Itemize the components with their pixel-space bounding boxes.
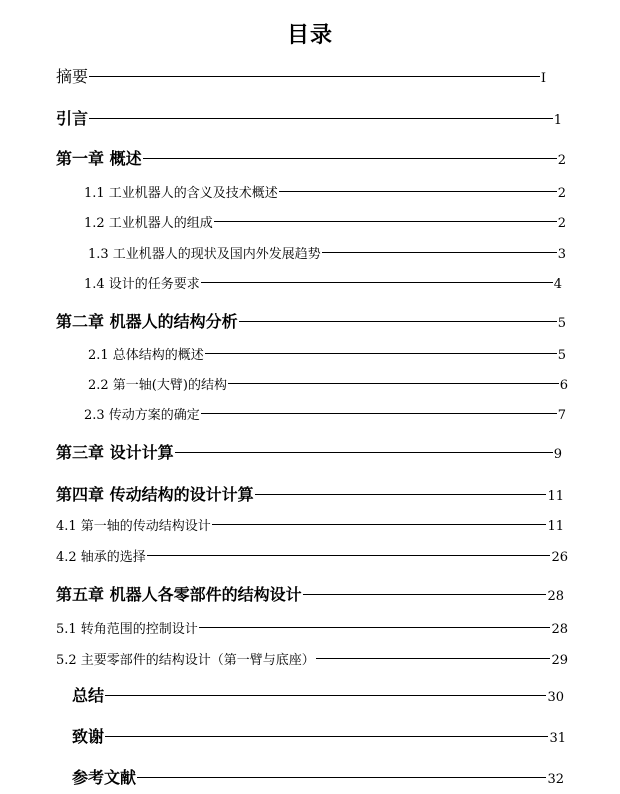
toc-entry-page: 29 — [551, 653, 568, 668]
toc-entry-conclusion[interactable] — [72, 683, 564, 706]
toc-entry-label: 第四章 传动结构的设计计算 — [56, 485, 254, 504]
page-title: 目录 — [286, 23, 333, 48]
toc-entry-chapter-5[interactable] — [56, 582, 564, 605]
toc-entry-2-3[interactable] — [84, 404, 566, 423]
toc-entry-page: 5 — [557, 348, 566, 363]
toc-entry-page: 2 — [557, 153, 566, 168]
toc-entry-page: 3 — [557, 247, 566, 262]
toc-entry-2-2[interactable] — [88, 374, 568, 393]
toc-entry-page: 26 — [551, 550, 568, 565]
toc-entry-page: 28 — [551, 622, 568, 637]
toc-entry-label: 5.2 主要零部件的结构设计（第一臂与底座） — [56, 653, 315, 668]
toc-entry-1-1[interactable] — [84, 182, 566, 201]
toc-entry-label: 参考文献 — [72, 768, 137, 787]
toc-leader — [322, 252, 557, 253]
toc-entry-chapter-1[interactable] — [56, 146, 566, 169]
toc-entry-page: 31 — [549, 731, 566, 746]
toc-entry-label: 4.2 轴承的选择 — [56, 550, 146, 565]
toc-entry-1-3[interactable] — [88, 243, 566, 262]
toc-entry-label: 1.2 工业机器人的组成 — [84, 216, 213, 231]
toc-entry-label: 2.3 传动方案的确定 — [84, 408, 200, 423]
toc-entry-label: 2.1 总体结构的概述 — [88, 348, 204, 363]
toc-leader — [214, 221, 557, 222]
toc-leader — [239, 321, 557, 322]
toc-entry-references[interactable] — [72, 765, 564, 788]
toc-entry-page: 4 — [553, 277, 562, 292]
toc-leader — [143, 158, 557, 159]
toc-leader — [201, 282, 553, 283]
toc-entry-page: 7 — [557, 408, 566, 423]
toc-entry-label: 第二章 机器人的结构分析 — [56, 312, 238, 331]
toc-entry-page: 11 — [547, 519, 564, 534]
toc-leader — [303, 594, 547, 595]
toc-entry-4-2[interactable] — [56, 546, 568, 565]
toc-entry-label: 2.2 第一轴(大臂)的结构 — [88, 378, 227, 393]
toc-entry-label: 1.4 设计的任务要求 — [84, 277, 200, 292]
toc-entry-page: 6 — [559, 378, 568, 393]
toc-entry-page: 9 — [553, 447, 562, 462]
toc-entry-1-4[interactable] — [84, 273, 562, 292]
toc-leader — [279, 191, 557, 192]
toc-leader — [199, 627, 551, 628]
toc-entry-page: 1 — [553, 113, 562, 128]
toc-entry-page: I — [540, 71, 546, 86]
toc-entry-page: 2 — [557, 216, 566, 231]
toc-entry-page: 32 — [547, 772, 564, 787]
toc-leader — [147, 555, 551, 556]
toc-entry-label: 总结 — [72, 686, 105, 705]
toc-leader — [212, 524, 547, 525]
toc-leader — [105, 736, 548, 737]
toc-leader — [89, 76, 540, 77]
toc-entry-label: 第三章 设计计算 — [56, 443, 174, 462]
toc-entry-page: 30 — [547, 690, 564, 705]
toc-entry-4-1[interactable] — [56, 515, 564, 534]
toc-entry-acknowledgements[interactable] — [72, 724, 566, 747]
toc-entry-label: 4.1 第一轴的传动结构设计 — [56, 519, 211, 534]
toc-entry-chapter-3[interactable] — [56, 440, 562, 463]
toc-entry-label: 第五章 机器人各零部件的结构设计 — [56, 585, 302, 604]
toc-entry-page: 11 — [547, 489, 564, 504]
toc-entry-5-1[interactable] — [56, 618, 568, 637]
toc-leader — [201, 413, 557, 414]
toc-entry-chapter-4[interactable] — [56, 482, 564, 505]
toc-entry-page: 2 — [557, 186, 566, 201]
toc-entry-abstract[interactable] — [56, 64, 546, 87]
toc-entry-label: 致谢 — [72, 727, 105, 746]
toc-leader — [89, 118, 553, 119]
toc-entry-1-2[interactable] — [84, 212, 566, 231]
toc-entry-5-2[interactable] — [56, 649, 568, 668]
toc-entry-label: 1.1 工业机器人的含义及技术概述 — [84, 186, 278, 201]
toc-entry-page: 28 — [547, 589, 564, 604]
toc-entry-label: 1.3 工业机器人的现状及国内外发展趋势 — [88, 247, 321, 262]
toc-leader — [205, 353, 557, 354]
toc-entry-chapter-2[interactable] — [56, 309, 566, 332]
toc-entry-label: 5.1 转角范围的控制设计 — [56, 622, 198, 637]
toc-entry-page: 5 — [557, 316, 566, 331]
toc-leader — [228, 383, 559, 384]
toc-entry-label: 引言 — [56, 109, 89, 128]
toc-leader — [255, 494, 547, 495]
toc-entry-introduction[interactable] — [56, 106, 562, 129]
toc-entry-label: 摘要 — [56, 67, 89, 86]
toc-leader — [137, 777, 546, 778]
toc-leader — [105, 695, 546, 696]
toc-entry-label: 第一章 概述 — [56, 149, 142, 168]
toc-leader — [175, 452, 553, 453]
toc-leader — [316, 658, 551, 659]
toc-entry-2-1[interactable] — [88, 344, 566, 363]
